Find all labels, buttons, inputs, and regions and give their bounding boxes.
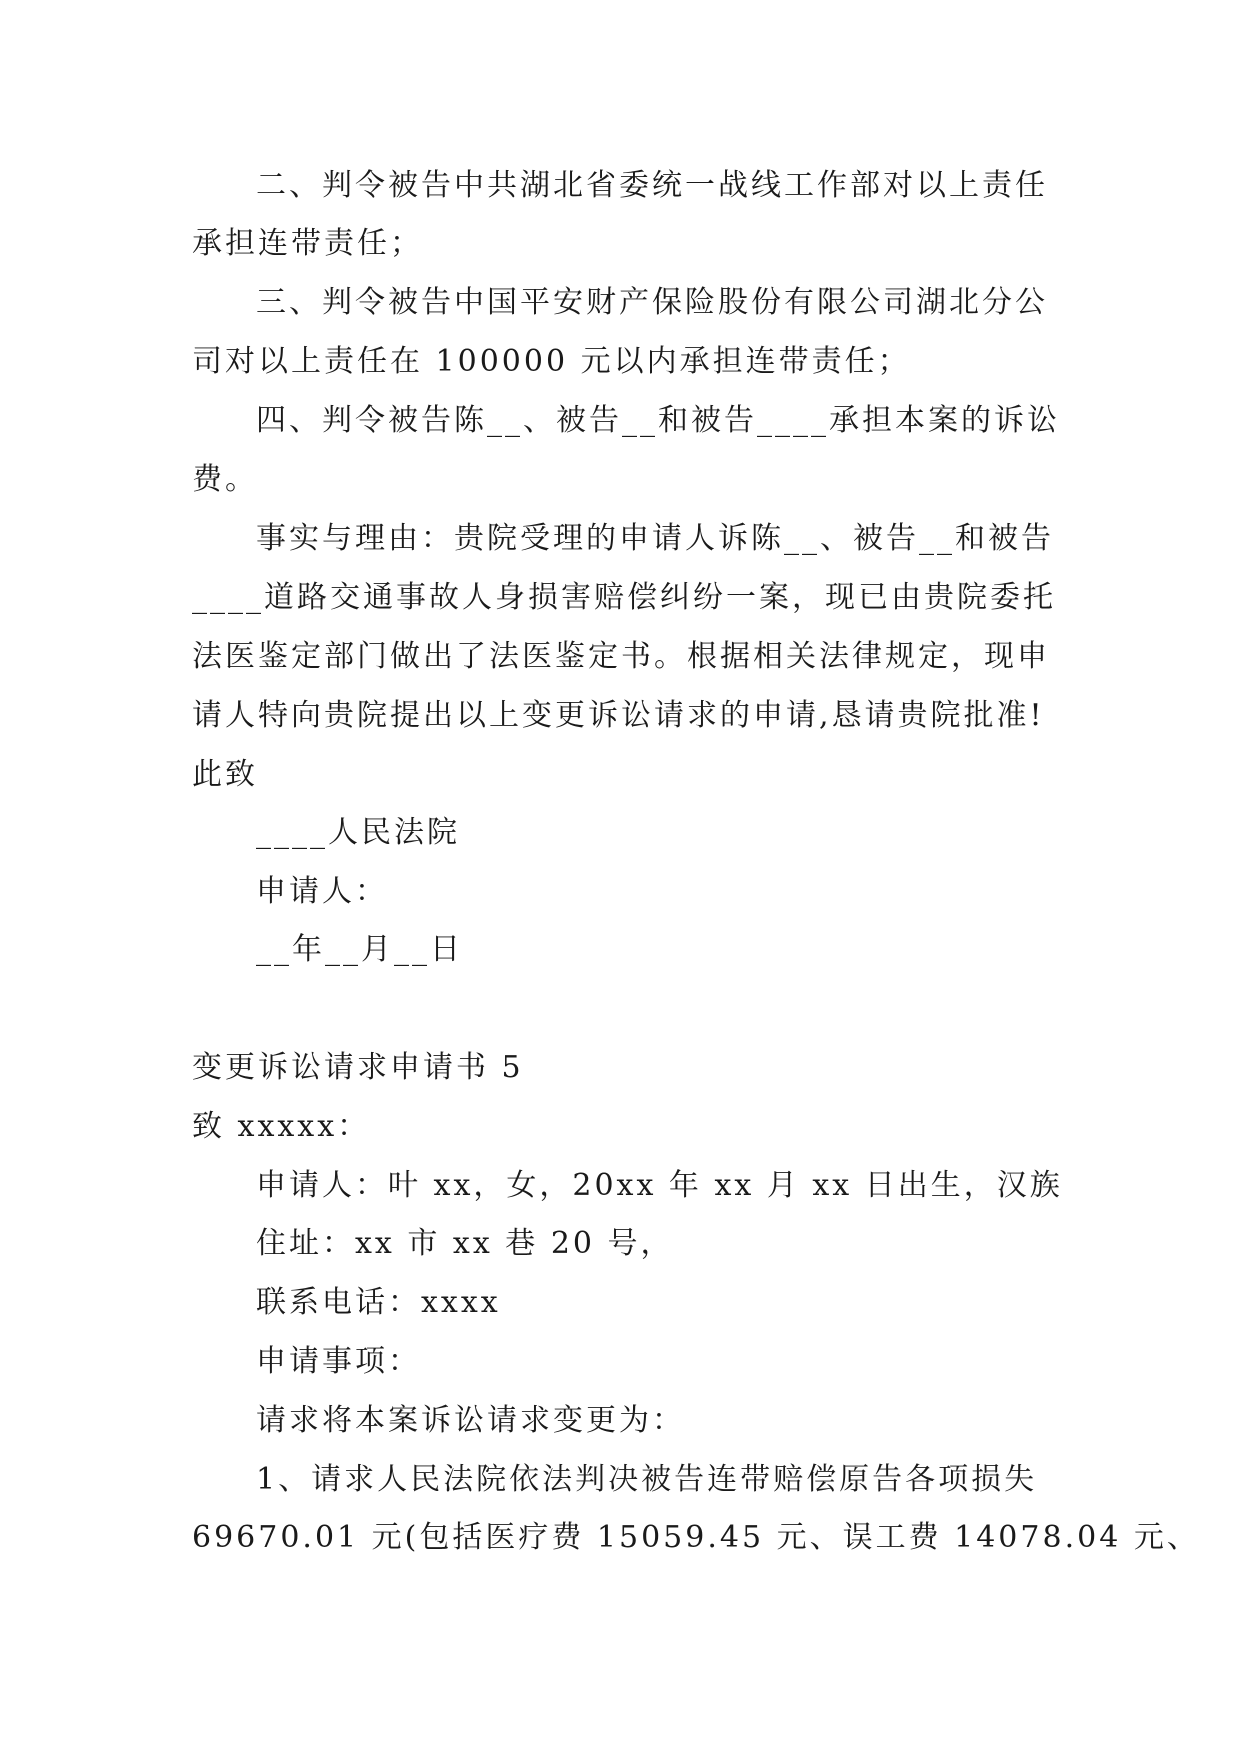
applicant-signature: 申请人： bbox=[256, 874, 388, 909]
paragraph-line: 请求将本案诉讼请求变更为： bbox=[256, 1403, 685, 1438]
paragraph-line: 二、判令被告中共湖北省委统一战线工作部对以上责任 bbox=[256, 168, 1048, 203]
addressee: 致 xxxxx： bbox=[192, 1109, 371, 1144]
paragraph-line: 司对以上责任在 100000 元以内承担连带责任； bbox=[192, 344, 911, 379]
court-name: ____人民法院 bbox=[256, 815, 460, 850]
paragraph-line: 承担连带责任； bbox=[192, 226, 423, 261]
paragraph-line: 三、判令被告中国平安财产保险股份有限公司湖北分公 bbox=[256, 285, 1048, 320]
date-line: __年__月__日 bbox=[256, 932, 463, 967]
closing-line: 此致 bbox=[192, 757, 258, 792]
paragraph-line: 69670.01 元(包括医疗费 15059.45 元、误工费 14078.04 元、 bbox=[192, 1520, 1200, 1555]
address-line: 住址：xx 市 xx 巷 20 号， bbox=[256, 1226, 674, 1261]
section-title: 变更诉讼请求申请书 5 bbox=[192, 1050, 524, 1085]
paragraph-line: 事实与理由：贵院受理的申请人诉陈__、被告__和被告 bbox=[256, 521, 1054, 556]
request-heading: 申请事项： bbox=[256, 1344, 421, 1379]
applicant-info: 申请人：叶 xx，女，20xx 年 xx 月 xx 日出生，汉族 bbox=[256, 1168, 1063, 1203]
paragraph-line: 1、请求人民法院依法判决被告连带赔偿原告各项损失 bbox=[256, 1462, 1038, 1497]
phone-line: 联系电话：xxxx bbox=[256, 1285, 501, 1320]
paragraph-line: 法医鉴定部门做出了法医鉴定书。根据相关法律规定，现申 bbox=[192, 639, 1050, 674]
paragraph-line: 四、判令被告陈__、被告__和被告____承担本案的诉讼 bbox=[256, 403, 1060, 438]
paragraph-line: 请人特向贵院提出以上变更诉讼请求的申请,恳请贵院批准! bbox=[192, 698, 1045, 733]
paragraph-line: 费。 bbox=[192, 462, 258, 497]
paragraph-line: ____道路交通事故人身损害赔偿纠纷一案，现已由贵院委托 bbox=[192, 580, 1056, 615]
